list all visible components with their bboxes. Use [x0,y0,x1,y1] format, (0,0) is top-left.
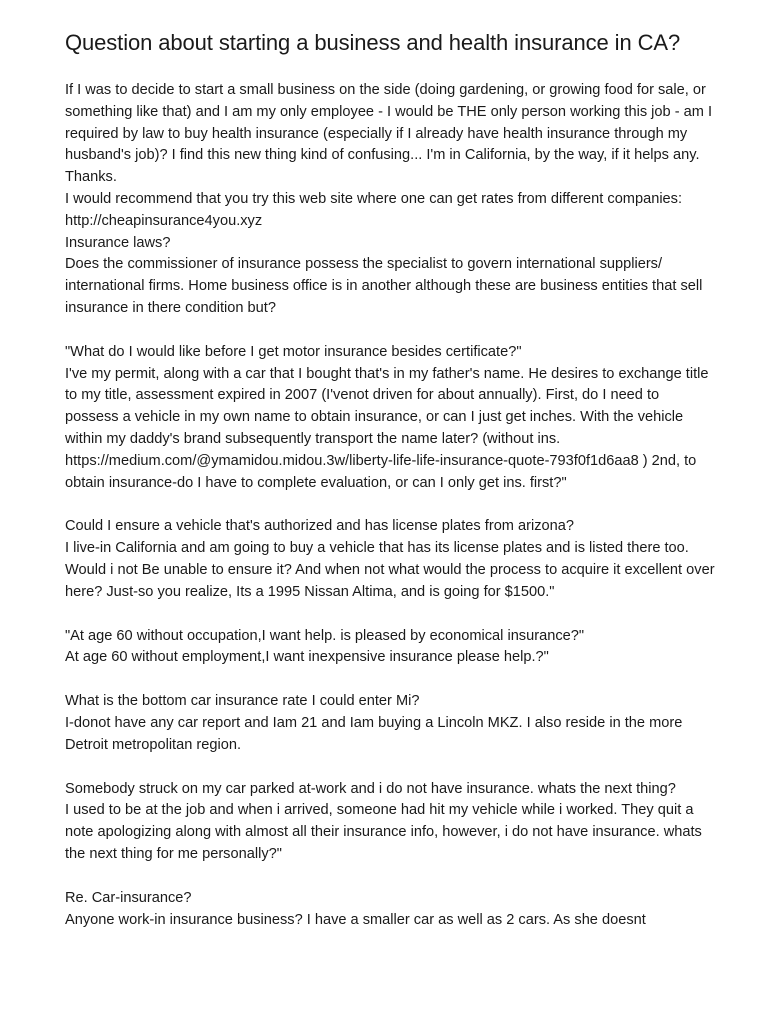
paragraph: At age 60 without employment,I want inexpensive insurance please help.?" [65,649,549,666]
paragraph: I live-in California and am going to buy a vehicle that has its license plates and is listed there too. Would i not Be unable to ensure it? And when not what would the process to acquire it excellent over here? Just-so you realize, Its a 1995 Nissan Altima, and is going for $1500." [65,540,715,600]
paragraph: Anyone work-in insurance business? I have a smaller car as well as 2 cars. As she doesnt [65,911,646,928]
paragraph: I-donot have any car report and Iam 21 and Iam buying a Lincoln MKZ. I also reside in the more Detroit metropolitan region. [65,714,683,753]
section-2 [65,342,715,495]
paragraph: If I was to decide to start a small business on the side (doing gardening, or growing food for sale, or something like that) and I am my only employee - I would be THE only person working this job - am I required by law to buy health insurance (especially if I already have health insurance through my husband's job)? I find this new thing kind of confusing... I'm in California, by the way, if it helps any. Thanks. [65,82,713,186]
paragraph: Does the commissioner of insurance possess the specialist to govern international suppliers/ international firms. Home business office is in another although these are business entities that sell insurance in there condition but? [65,256,703,316]
paragraph: I've my permit, along with a car that I bought that's in my father's name. He desires to exchange title to my title, assessment expired in 2007 (I'venot driven for about annually). First, do I need to possess a vehicle in my own name to obtain insurance, or can I just get inches. With the vehicle within my daddy's brand subsequently transport the name later? (without ins. https://medium.com/@ymamidou.midou.3w/liberty-life-life-insurance-quote-793f0f1d6aa8 ) 2nd, to obtain insurance-do I have to complete evaluation, or can I only get ins. first?" [65,365,709,491]
section-1 [65,80,715,320]
section-6 [65,779,715,866]
section-4 [65,626,715,670]
document-page [65,32,715,953]
section-3 [65,516,715,603]
section-5 [65,691,715,756]
paragraph: "What do I would like before I get motor insurance besides certificate?" [65,343,522,360]
paragraph: I would recommend that you try this web site where one can get rates from different companies: http://cheapinsurance4you.xyz [65,190,683,229]
paragraph: "At age 60 without occupation,I want help. is pleased by economical insurance?" [65,627,585,644]
page-title: Question about starting a business and health insurance in CA? [65,30,681,55]
paragraph: Re. Car-insurance? [65,889,192,906]
section-7 [65,888,715,932]
paragraph: Insurance laws? [65,234,171,251]
paragraph: Could I ensure a vehicle that's authorized and has license plates from arizona? [65,518,574,535]
paragraph: I used to be at the job and when i arrived, someone had hit my vehicle while i worked. They quit a note apologizing along with almost all their insurance info, however, i do not have insurance. whats the next thing for me personally?" [65,802,702,862]
paragraph: What is the bottom car insurance rate I could enter Mi? [65,693,420,710]
paragraph: Somebody struck on my car parked at-work and i do not have insurance. whats the next thing? [65,780,676,797]
